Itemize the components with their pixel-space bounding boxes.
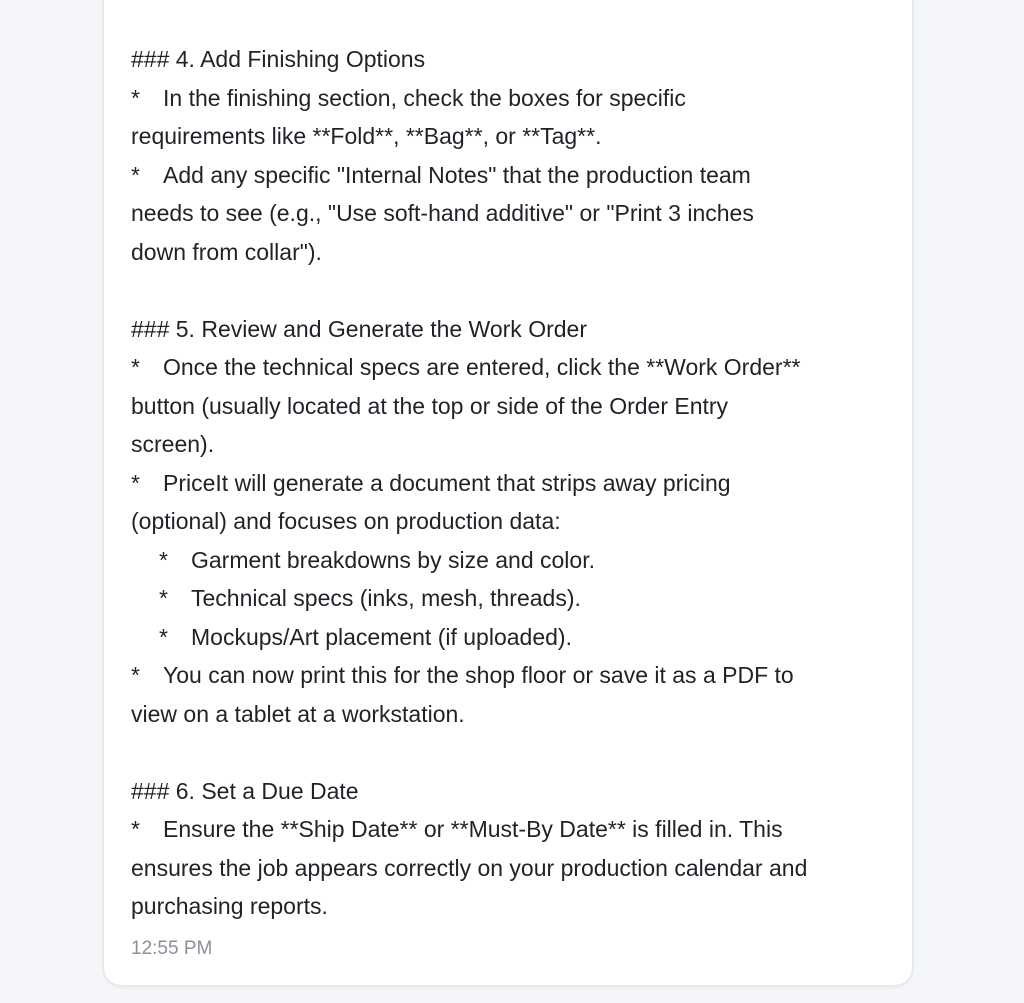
bullet-marker: * <box>131 354 140 380</box>
paragraph-line: view on a tablet at a workstation. <box>131 700 465 727</box>
paragraph-line: purchasing reports. <box>131 893 328 919</box>
bullet-marker: * <box>131 84 140 111</box>
bullet-marker: * <box>131 816 140 842</box>
message-timestamp: 12:55 PM <box>131 938 213 959</box>
paragraph-line: button (usually located at the top or side of the Order Entry <box>131 392 729 419</box>
bullet-marker: * <box>159 546 168 573</box>
list-item: * You can now print this for the shop floor or save it as a PDF to <box>131 656 891 695</box>
message-content <box>131 40 891 926</box>
spacer <box>131 733 891 772</box>
paragraph-line: down from collar"). <box>131 238 322 265</box>
sub-list-item: * Garment breakdowns by size and color. <box>131 541 891 580</box>
list-item: * In the finishing section, check the boxes for specific <box>131 79 891 118</box>
list-item: * Once the technical specs are entered, click the **Work Order** <box>131 348 891 387</box>
list-item: * Add any specific "Internal Notes" that the production team <box>131 156 891 195</box>
paragraph-line: needs to see (e.g., "Use soft-hand additive" or "Print 3 inches <box>131 200 754 226</box>
sub-list-item: * Technical specs (inks, mesh, threads). <box>131 579 891 618</box>
bullet-marker: * <box>131 662 140 688</box>
paragraph-line: requirements like **Fold**, **Bag**, or **Tag**. <box>131 123 602 149</box>
paragraph-line: ensures the job appears correctly on your production calendar and <box>131 854 808 881</box>
section-heading-due-date: ### 6. Set a Due Date <box>131 777 359 804</box>
bullet-marker: * <box>159 623 168 650</box>
spacer <box>131 271 891 310</box>
paragraph-line: screen). <box>131 431 215 457</box>
bullet-marker: * <box>131 161 140 188</box>
paragraph-line: (optional) and focuses on production data: <box>131 508 561 534</box>
bullet-marker: * <box>131 469 140 496</box>
list-item: * PriceIt will generate a document that strips away pricing <box>131 464 891 503</box>
section-heading-finishing: ### 4. Add Finishing Options <box>131 46 426 72</box>
section-heading-review: ### 5. Review and Generate the Work Order <box>131 315 587 342</box>
sub-list-item: * Mockups/Art placement (if uploaded). <box>131 618 891 657</box>
list-item: * Ensure the **Ship Date** or **Must-By Date** is filled in. This <box>131 810 891 849</box>
bullet-marker: * <box>159 585 168 611</box>
